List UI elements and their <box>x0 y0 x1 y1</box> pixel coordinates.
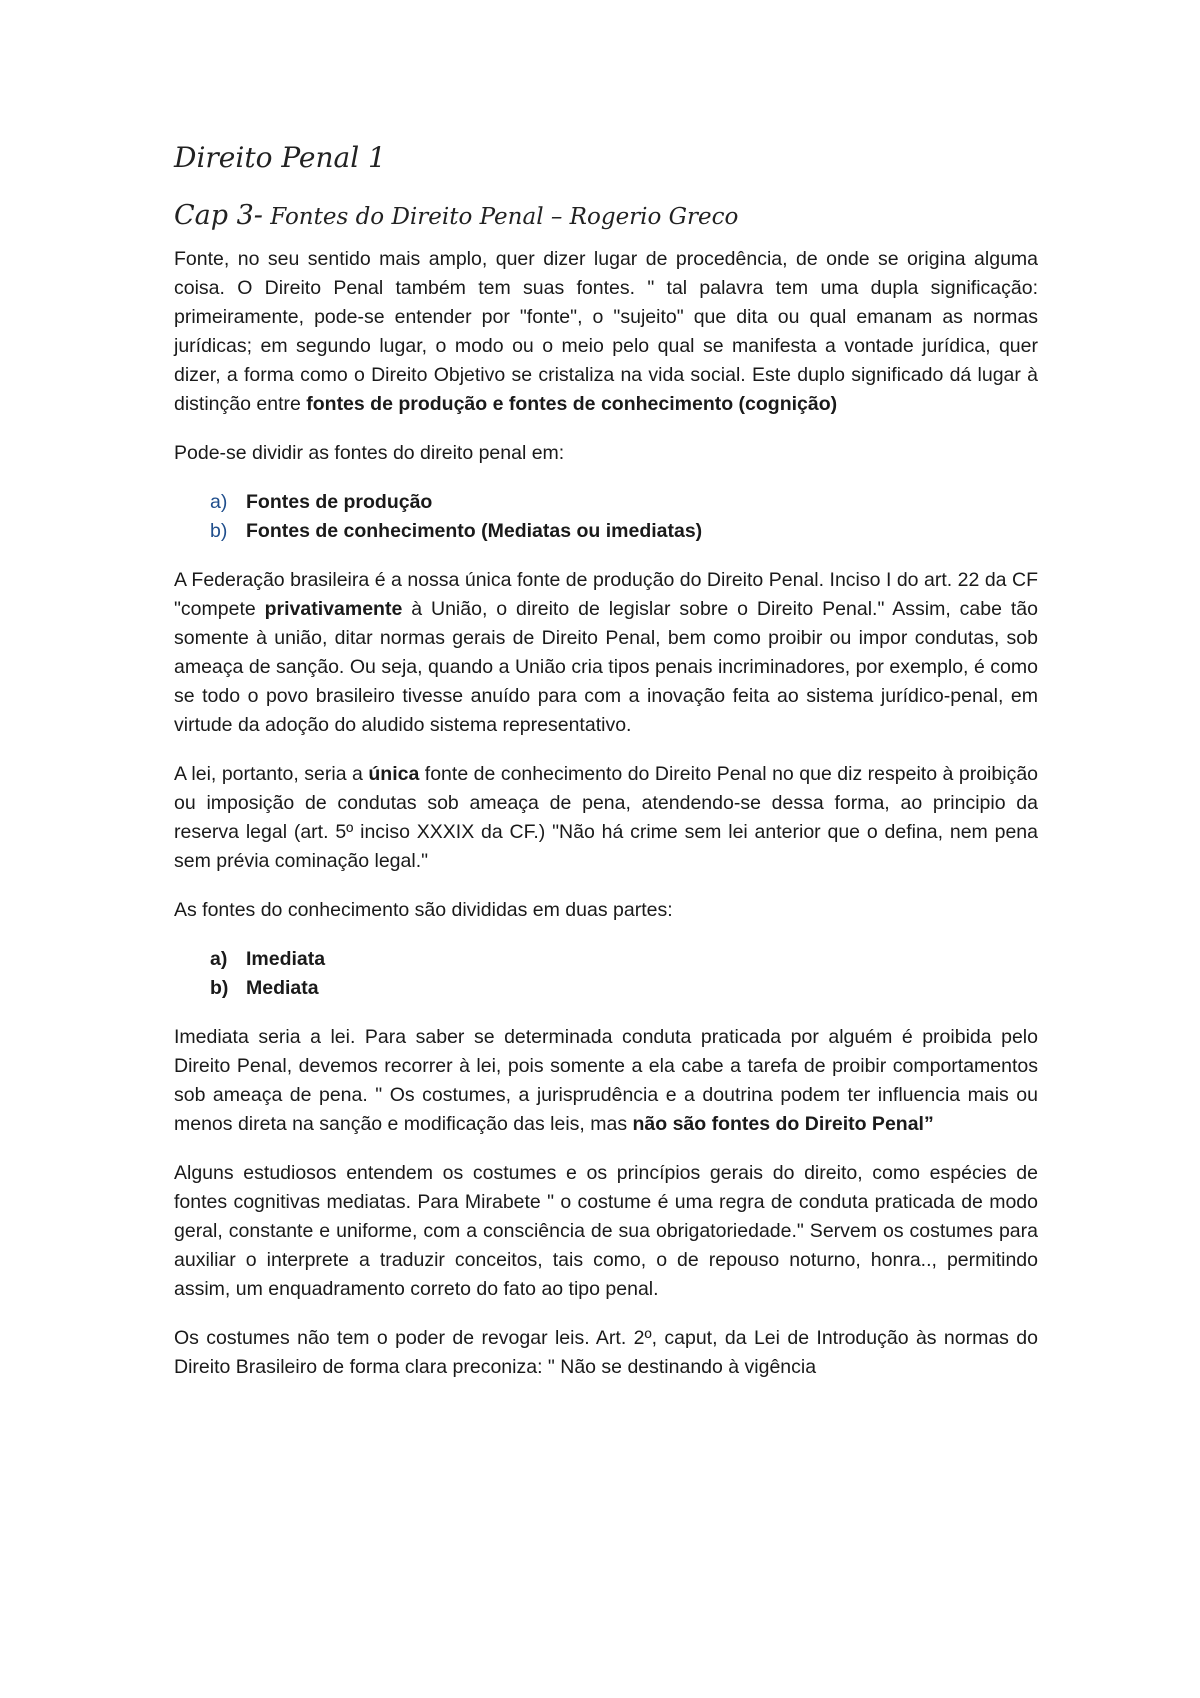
list-item-text: Fontes de produção <box>246 491 433 513</box>
paragraph-4 <box>174 760 1038 876</box>
list-marker: b) <box>210 977 229 999</box>
paragraph-1 <box>174 245 1038 419</box>
list-marker: b) <box>210 520 228 542</box>
paragraph-3-bold: privativamente <box>264 598 403 620</box>
list-item <box>210 488 1038 517</box>
sources-list <box>174 488 1038 546</box>
paragraph-8: Os costumes não tem o poder de revogar leis. Art. 2º, caput, da Lei de Introdução às normas do Direito Brasileiro de forma clara preconiza: " Não se destinando à vigência <box>174 1327 1038 1378</box>
paragraph-2: Pode-se dividir as fontes do direito penal em: <box>174 442 565 464</box>
paragraph-4-text-a: A lei, portanto, seria a <box>174 763 369 785</box>
list-item <box>210 945 1038 974</box>
document-page <box>174 140 1038 1402</box>
list-item-text: Imediata <box>246 948 326 970</box>
list-marker: a) <box>210 948 228 970</box>
paragraph-6-bold: não são fontes do Direito Penal” <box>632 1113 934 1135</box>
list-item-text: Mediata <box>246 977 319 999</box>
chapter-heading <box>174 198 1038 235</box>
document-title: Direito Penal 1 <box>174 141 386 174</box>
list-marker: a) <box>210 491 228 513</box>
list-item <box>210 517 1038 546</box>
paragraph-4-text-b: fonte de conhecimento do Direito Penal no que diz respeito à proibição ou imposição de condutas sob ameaça de pena, atendendo-se dessa forma, ao principio da reserva legal (art. 5º inciso XXXIX da CF.) "Não há crime sem lei anterior que o defina, nem pena sem prévia cominação legal." <box>174 763 1039 872</box>
paragraph-6-text: Imediata seria a lei. Para saber se determinada conduta praticada por alguém é proibida pelo Direito Penal, devemos recorrer à lei, pois somente a ela cabe a tarefa de proibir comportamentos sob ameaça de pena. " Os costumes, a jurisprudência e a doutrina podem ter influencia mais ou menos direta na sanção e modificação das leis, mas <box>174 1026 1038 1135</box>
paragraph-7: Alguns estudiosos entendem os costumes e os princípios gerais do direito, como espécies de fontes cognitivas mediatas. Para Mirabete " o costume é uma regra de conduta praticada de modo geral, constante e uniforme, com a consciência de sua obrigatoriedade." Servem os costumes para auxiliar o interprete a traduzir conceitos, tais como, o de repouso noturno, honra.., permitindo assim, um enquadramento correto do fato ao tipo penal. <box>174 1162 1038 1300</box>
paragraph-3-text-b: à União, o direito de legislar sobre o Direito Penal." Assim, cabe tão somente à união, ditar normas gerais de Direito Penal, bem como proibir ou impor condutas, sob ameaça de sanção. Ou seja, quando a União cria tipos penais incriminadores, por exemplo, é como se todo o povo brasileiro tivesse anuído para com a inovação feita ao sistema jurídico-penal, em virtude da adoção do aludido sistema representativo. <box>174 598 1038 736</box>
knowledge-sources-list <box>174 945 1038 1003</box>
paragraph-5: As fontes do conhecimento são divididas em duas partes: <box>174 899 673 921</box>
list-item <box>210 974 1038 1003</box>
paragraph-6 <box>174 1023 1038 1139</box>
chapter-title: Fontes do Direito Penal – Rogerio Greco <box>262 204 739 230</box>
paragraph-3 <box>174 566 1038 740</box>
paragraph-1-bold: fontes de produção e fontes de conhecimento (cognição) <box>306 393 838 415</box>
paragraph-1-text: Fonte, no seu sentido mais amplo, quer dizer lugar de procedência, de onde se origina alguma coisa. O Direito Penal também tem suas fontes. " tal palavra tem uma dupla significação: primeiramente, pode-se entender por "fonte", o "sujeito" que dita ou qual emanam as normas jurídicas; em segundo lugar, o modo ou o meio pelo qual se manifesta a vontade jurídica, quer dizer, a forma como o Direito Objetivo se cristaliza na vida social. Este duplo significado dá lugar à distinção entre <box>174 248 1038 415</box>
paragraph-3-text-a: A Federação brasileira é a nossa única fonte de produção do Direito Penal. Inciso I do art. 22 da CF "compete <box>174 569 1038 620</box>
list-item-text: Fontes de conhecimento (Mediatas ou imediatas) <box>246 520 703 542</box>
chapter-label: Cap 3- <box>174 200 263 231</box>
paragraph-4-bold: única <box>368 763 420 785</box>
